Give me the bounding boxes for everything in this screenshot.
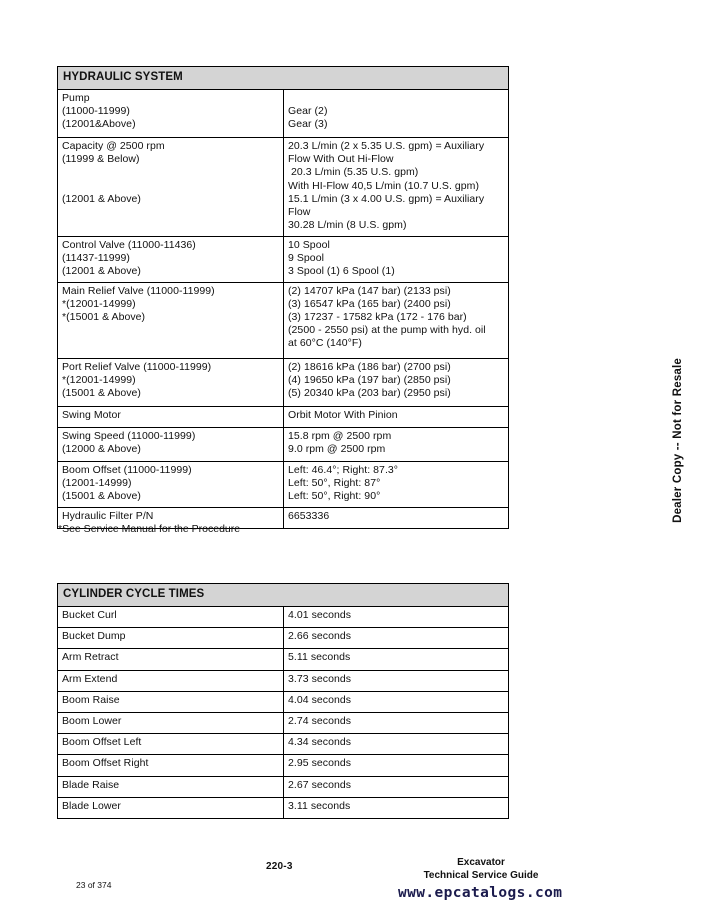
row-value: 15.8 rpm @ 2500 rpm 9.0 rpm @ 2500 rpm <box>284 427 509 461</box>
table-row <box>58 755 509 776</box>
row-label: Boom Lower <box>58 712 284 733</box>
dealer-copy-watermark <box>668 358 688 558</box>
row-value: Left: 46.4°; Right: 87.3° Left: 50°, Right: 87° Left: 50°, Right: 90° <box>284 461 509 507</box>
row-value: 20.3 L/min (2 x 5.35 U.S. gpm) = Auxiliary Flow With Out Hi-Flow 20.3 L/min (5.35 U.S. gpm) With HI-Flow 40,5 L/min (10.7 U.S. gpm) 15.1 L/min (3 x 4.00 U.S. gpm) = Auxiliary Flow 30.28 L/min (8 U.S. gpm) <box>284 138 509 237</box>
row-label: Blade Raise <box>58 776 284 797</box>
row-value: Orbit Motor With Pinion <box>284 406 509 427</box>
row-value: 2.67 seconds <box>284 776 509 797</box>
table-footnote: *See Service Manual for the Procedure <box>58 523 241 535</box>
row-value: 3.11 seconds <box>284 797 509 818</box>
table-row <box>58 237 509 283</box>
row-label: Port Relief Valve (11000-11999) *(12001-14999) (15001 & Above) <box>58 358 284 406</box>
row-label: Bucket Dump <box>58 628 284 649</box>
cycle-table-body <box>58 607 509 819</box>
row-value: Gear (2) Gear (3) <box>284 90 509 138</box>
row-value: 6653336 <box>284 507 509 528</box>
table-header-row <box>58 67 509 90</box>
footer-title <box>381 856 581 882</box>
table-row <box>58 734 509 755</box>
table-row <box>58 461 509 507</box>
table-row <box>58 776 509 797</box>
hydraulic-system-table <box>57 66 509 529</box>
footer-title-line1: Excavator <box>457 857 505 868</box>
row-value: (2) 14707 kPa (147 bar) (2133 psi) (3) 16547 kPa (165 bar) (2400 psi) (3) 17237 - 17582 kPa (172 - 176 bar) (2500 - 2550 psi) at the pump with hyd. oil at 60°C (140°F) <box>284 282 509 358</box>
row-value: 10 Spool 9 Spool 3 Spool (1) 6 Spool (1) <box>284 237 509 283</box>
row-label: Swing Motor <box>58 406 284 427</box>
table-row <box>58 90 509 138</box>
cylinder-cycle-times-table <box>57 583 509 819</box>
table-row <box>58 138 509 237</box>
row-label: Main Relief Valve (11000-11999) *(12001-14999) *(15001 & Above) <box>58 282 284 358</box>
table-row <box>58 670 509 691</box>
table-row <box>58 406 509 427</box>
watermark-url: www.epcatalogs.com <box>398 885 563 901</box>
row-label: Boom Offset (11000-11999) (12001-14999) (15001 & Above) <box>58 461 284 507</box>
page-count: 23 of 374 <box>76 880 112 890</box>
table-row <box>58 712 509 733</box>
section-number: 220-3 <box>266 861 293 872</box>
row-value: 5.11 seconds <box>284 649 509 670</box>
row-label: Arm Retract <box>58 649 284 670</box>
row-value: 4.34 seconds <box>284 734 509 755</box>
dealer-copy-text: Dealer Copy -- Not for Resale <box>672 358 684 523</box>
row-value: 2.74 seconds <box>284 712 509 733</box>
row-label: Boom Offset Right <box>58 755 284 776</box>
row-value: 3.73 seconds <box>284 670 509 691</box>
table-row <box>58 607 509 628</box>
row-label: Capacity @ 2500 rpm (11999 & Below) (12001 & Above) <box>58 138 284 237</box>
row-label: Control Valve (11000-11436) (11437-11999) (12001 & Above) <box>58 237 284 283</box>
table-row <box>58 628 509 649</box>
table-row <box>58 358 509 406</box>
table-row <box>58 797 509 818</box>
table-row <box>58 282 509 358</box>
hydraulic-table-body <box>58 90 509 529</box>
row-label: Blade Lower <box>58 797 284 818</box>
row-label: Pump (11000-11999) (12001&Above) <box>58 90 284 138</box>
row-value: 4.04 seconds <box>284 691 509 712</box>
footer-title-line2: Technical Service Guide <box>423 870 539 881</box>
table-row <box>58 691 509 712</box>
row-value: 2.66 seconds <box>284 628 509 649</box>
row-label: Boom Raise <box>58 691 284 712</box>
row-value: 2.95 seconds <box>284 755 509 776</box>
row-value: (2) 18616 kPa (186 bar) (2700 psi) (4) 19650 kPa (197 bar) (2850 psi) (5) 20340 kPa (203 bar) (2950 psi) <box>284 358 509 406</box>
row-label: Swing Speed (11000-11999) (12000 & Above) <box>58 427 284 461</box>
table-row <box>58 427 509 461</box>
row-value: 4.01 seconds <box>284 607 509 628</box>
table-row <box>58 649 509 670</box>
row-label: Hydraulic Filter P/N <box>58 507 284 528</box>
cylinder-cycle-times-header: CYLINDER CYCLE TIMES <box>58 584 509 607</box>
row-label: Boom Offset Left <box>58 734 284 755</box>
hydraulic-system-header: HYDRAULIC SYSTEM <box>58 67 509 90</box>
row-label: Arm Extend <box>58 670 284 691</box>
table-header-row <box>58 584 509 607</box>
row-label: Bucket Curl <box>58 607 284 628</box>
